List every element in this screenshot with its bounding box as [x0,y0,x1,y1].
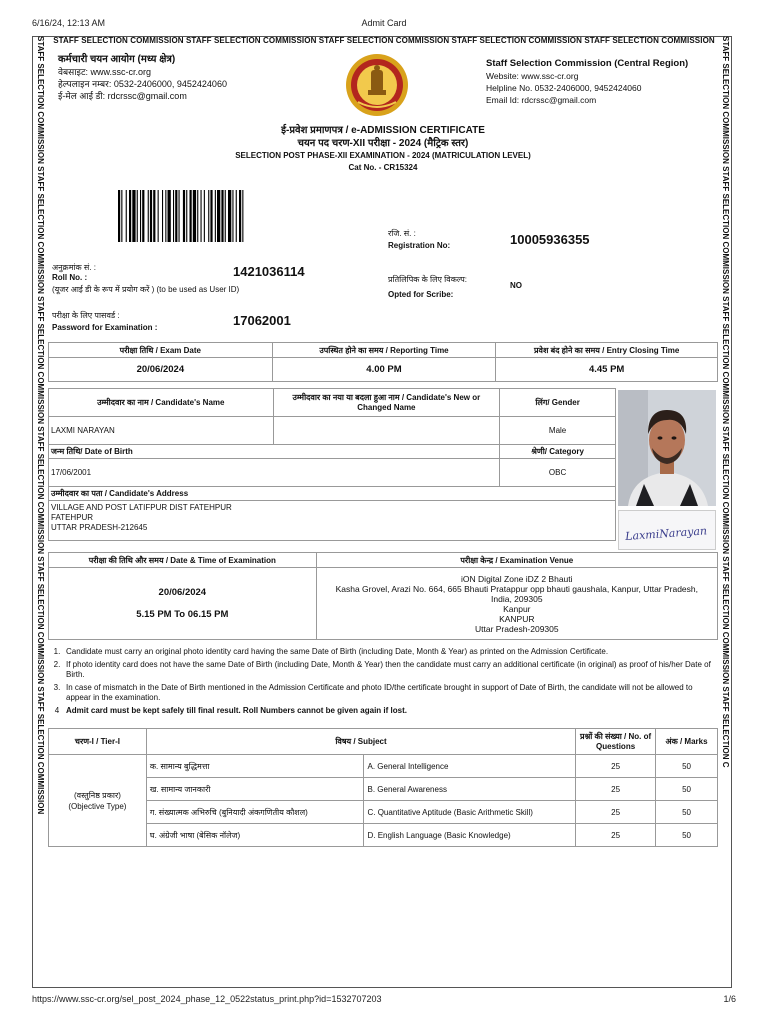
barcode-bar [183,190,185,242]
instruction-number: 4 [54,706,60,715]
subjects-table [48,728,718,847]
barcode-bar [137,190,138,242]
exam-date-label: परीक्षा तिथि / Exam Date [49,343,273,358]
org-hindi-block [58,54,227,102]
candidate-new-name-label [273,389,500,417]
tier-header: चरण-I / Tier-I [49,729,147,755]
subject-hindi: ग. संख्यात्मक अभिरुचि (बुनियादी अंकगणितीय कौशल) [146,801,364,824]
org-english-block [486,58,688,106]
barcode-bar [210,190,212,242]
venue-line: Kasha Grovel, Arazi No. 664, 665 Bhauti Pratappur opp bhauti gaushala, Kanpur, Uttar Pradesh, [335,583,699,594]
exam-date-value: 20/06/2024 [49,358,273,382]
subject-questions: 25 [576,824,656,847]
candidate-name-value: LAXMI NARAYAN [49,417,274,445]
certificate-titles [48,124,718,174]
instruction-number: 3. [53,683,61,692]
roll-label-hi: अनुक्रमांक सं. : [52,263,96,272]
print-header [32,18,736,30]
registration-number: 10005936355 [510,232,590,247]
gender-label: लिंग/ Gender [500,389,616,417]
barcode-bar [168,190,171,242]
watermark-right-text: STAFF SELECTION COMMISSION STAFF SELECTION COMMISSION STAFF SELECTION COMMISSION STAFF SELECTION COMMISSION STAFF SELECTION COMMISSION STAFF SELECTION C [721,36,730,768]
instruction-text: Admit card must be kept safely till final result. Roll Numbers cannot be given again if lost. [66,706,407,715]
roll-note: (यूजर आई डी के रूप में प्रयोग करें ) (to be used as User ID) [52,285,240,294]
subject-marks: 50 [656,824,718,847]
barcode-bar [121,190,122,242]
table-row [49,824,718,847]
org-english-email: Email Id: rdcrssc@gmail.com [486,95,597,105]
watermark-right [719,36,730,988]
venue-line: Kanpur [503,603,531,614]
print-datetime: 6/16/24, 12:13 AM [32,18,106,28]
print-url: https://www.ssc-cr.org/sel_post_2024_phase_12_0522status_print.php?id=1532707203 [32,994,382,1004]
instruction-text: Candidate must carry an original photo identity card having the same Date of Birth (including Date, Month & Year) as printed on the Admission Certificate. [66,647,609,656]
org-english-website: Website: www.ssc-cr.org [486,71,579,81]
barcode-bar [148,190,149,242]
subject-english: A. General Intelligence [364,755,576,778]
instruction-number: 1. [53,647,61,656]
subject-questions: 25 [576,778,656,801]
barcode-bar [232,190,233,242]
barcode-bar [186,190,187,242]
barcode-bar [215,190,216,242]
title-exam-english: SELECTION POST PHASE-XII EXAMINATION - 2024 (MATRICULATION LEVEL) [235,151,531,160]
barcode-bar [129,190,131,242]
barcode-bar [239,190,241,242]
tier-type-hindi: (वस्तुनिष्ठ प्रकार) [73,790,121,800]
barcode-bar [162,190,163,242]
barcode-bar [158,190,159,242]
title-admission-certificate: ई-प्रवेश प्रमाणपत्र / e-ADMISSION CERTIFICATE [281,125,485,136]
barcode-bar [228,190,231,242]
exam-date: 20/06/2024 [158,586,207,598]
subject-marks: 50 [656,801,718,824]
candidate-signature [618,510,716,550]
subject-hindi: घ. अंग्रेजी भाषा (बेसिक नॉलेज) [146,824,364,847]
password-label-hi: परीक्षा के लिए पासवर्ड : [52,311,120,320]
barcode-bar [221,190,223,242]
barcode-bar [175,190,177,242]
candidate-signature-image [619,511,717,551]
candidate-new-name-value [273,417,500,445]
print-page-title: Admit Card [361,18,407,28]
watermark-left-text: STAFF SELECTION COMMISSION STAFF SELECTION COMMISSION STAFF SELECTION COMMISSION STAFF SELECTION COMMISSION STAFF SELECTION COMMISSION STAFF SELECTION COMMISSION [36,36,45,815]
exam-datetime-value [49,568,317,640]
watermark-left [34,36,45,988]
candidate-table [48,388,616,541]
marks-header: अंक / Marks [656,729,718,755]
instruction-item [48,706,718,716]
subject-questions: 25 [576,755,656,778]
subject-header: विषय / Subject [146,729,575,755]
barcode-bar [118,190,120,242]
barcode-bar [132,190,135,242]
org-hindi-website: वेबसाइट: www.ssc-cr.org [58,67,152,77]
tier-type-english: (Objective Type) [68,801,127,811]
table-row [49,778,718,801]
org-hindi-email: ई-मेल आई डी: rdcrssc@gmail.com [58,91,187,101]
barcode-bar [190,190,192,242]
subject-hindi: ख. सामान्य जानकारी [146,778,364,801]
subject-hindi: क. सामान्य बुद्धिमत्ता [146,755,364,778]
barcode-bar [204,190,205,242]
candidate-new-name-label-text: उम्मीदवार का नया या बदला हुआ नाम / Candidate's New or Changed Name [292,392,481,412]
barcode-bar [242,190,243,242]
barcode-bar [197,190,198,242]
barcode-bar [165,190,166,242]
address-line: UTTAR PRADESH-212645 [51,523,148,532]
entry-closing-value: 4.45 PM [496,358,718,382]
entry-closing-label: प्रवेश बंद होने का समय / Entry Closing Time [496,343,718,358]
instruction-item [48,647,718,657]
subject-questions: 25 [576,801,656,824]
signature-text: LaxmiNarayan [624,524,708,543]
candidate-photo-image [618,390,716,506]
address-line: FATEHPUR [51,513,94,522]
roll-label-en: Roll No. : [52,273,88,282]
address-label: उम्मीदवार का पता / Candidate's Address [49,487,616,501]
dob-value: 17/06/2001 [49,459,500,487]
barcode-bar [173,190,174,242]
venue-line: India, 209305 [491,593,543,604]
gender-value: Male [500,417,616,445]
print-page-number: 1/6 [723,994,736,1004]
schedule-table [48,342,718,382]
barcode-bar [225,190,226,242]
instruction-text: In case of mismatch in the Date of Birth mentioned in the Admission Certificate and photo ID/the certificate brought in support of Date of Birth, the candidate will not be allowed to appear in the examination. [66,683,693,702]
reporting-time-value: 4.00 PM [272,358,496,382]
barcode-bar [217,190,220,242]
barcode-bar [179,190,180,242]
subject-marks: 50 [656,778,718,801]
barcode-bar [201,190,202,242]
questions-header: प्रश्नों की संख्या / No. of Questions [576,729,656,755]
scribe-label-hi: प्रतिलिपिक के लिए विकल्प: [388,275,468,284]
password-label-en: Password for Examination : [52,323,158,332]
admit-card [48,48,718,988]
barcode-bar [140,190,141,242]
subject-english: B. General Awareness [364,778,576,801]
barcode-bar [193,190,196,242]
exam-venue-value [316,568,717,640]
category-value: OBC [500,459,616,487]
instruction-item [48,683,718,703]
org-hindi-helpline: हेल्पलाइन नम्बर: 0532-2406000, 9452424060 [58,79,227,89]
instruction-item [48,660,718,680]
watermark-top: STAFF SELECTION COMMISSION STAFF SELECTION COMMISSION STAFF SELECTION COMMISSION STAFF SELECTION COMMISSION STAFF SELECTION COMMISSION [53,36,715,45]
barcode [118,190,290,242]
roll-number: 1421036114 [233,264,305,279]
tier-type-cell [49,755,147,847]
candidate-name-label-text: उम्मीदवार का नाम / Candidate's Name [97,397,225,407]
org-hindi-name: कर्मचारी चयन आयोग (मध्य क्षेत्र) [58,54,176,65]
venue-line: Uttar Pradesh-209305 [474,623,559,634]
table-row [49,801,718,824]
dob-label: जन्म तिथि/ Date of Birth [49,445,500,459]
barcode-bar [236,190,237,242]
exam-time: 5.15 PM To 06.15 PM [136,608,229,620]
instruction-number: 2. [53,660,61,669]
title-cat-no: Cat No. - CR15324 [348,163,418,172]
org-english-helpline: Helpline No. 0532-2406000, 9452424060 [486,83,642,93]
barcode-bar [150,190,152,242]
subject-english: C. Quantitative Aptitude (Basic Arithmetic Skill) [364,801,576,824]
category-label: श्रेणी/ Category [500,445,616,459]
instruction-text: If photo identity card does not have the same Date of Birth (including Date, Month & Year) then the candidate must carry an additional certificate (in original) as proof of his/her Date of Birth. [66,660,711,679]
candidate-name-label [49,389,274,417]
barcode-bar [153,190,155,242]
scribe-label-en: Opted for Scribe: [388,290,454,299]
subject-english: D. English Language (Basic Knowledge) [364,824,576,847]
title-exam-hindi: चयन पद चरण-XII परीक्षा - 2024 (मैट्रिक स्तर) [297,138,469,149]
candidate-photo [618,390,716,506]
reg-label-hi: रजि. सं. : [388,229,416,238]
address-line: VILLAGE AND POST LATIFPUR DIST FATEHPUR [51,503,232,512]
table-row [49,755,718,778]
print-footer [32,994,736,1006]
barcode-bar [126,190,127,242]
barcode-bar [142,190,144,242]
exam-venue-table [48,552,718,640]
reg-label-en: Registration No: [388,241,451,250]
barcode-bar [208,190,209,242]
exam-venue-label: परीक्षा केन्द्र / Examination Venue [316,553,717,568]
address-value [49,501,616,541]
reporting-time-label: उपस्थित होने का समय / Reporting Time [272,343,496,358]
subject-marks: 50 [656,755,718,778]
password-value: 17062001 [233,313,291,328]
instructions-list [48,647,718,719]
venue-line: KANPUR [499,613,535,624]
venue-line: iON Digital Zone iDZ 2 Bhauti [461,573,573,584]
ssc-emblem-logo [344,52,410,118]
org-english-name: Staff Selection Commission (Central Region) [486,58,689,69]
scribe-value: NO [510,281,522,290]
exam-datetime-label: परीक्षा की तिथि और समय / Date & Time of Examination [49,553,317,568]
